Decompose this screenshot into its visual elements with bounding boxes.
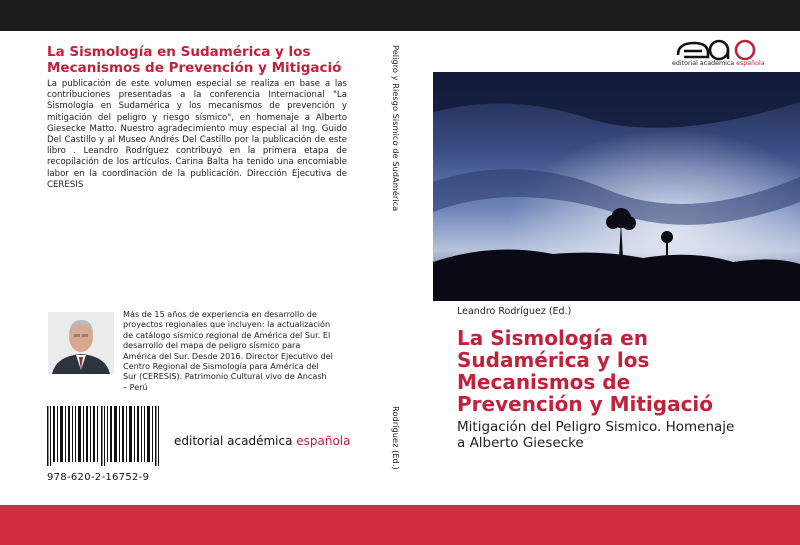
barcode-block	[47, 406, 159, 496]
front-cover	[410, 31, 800, 505]
back-cover-blurb: La publicación de este volumen especial se realiza en base a las contribuciones presentadas a la conferencia Internacional "La Sismología en Sudamérica y los mecanismos de prevención y mitigación del peligro y riesgo sísmico", en homenaje a Alberto Giesecke Matto. Nuestro agradecimiento muy especial al Ing. Guido Del Castillo y al Museo Andrés Del Castillo por la publicación de este libro . Leandro Rodríguez contribuyó en la primera etapa de recopilación de los artículos. Carina Balta ha tenido una encomiable labor en la coordinación de la publicación. Dirección Ejecutiva de CERESIS	[47, 79, 347, 190]
subtitle-line-2: a Alberto Giesecke	[457, 435, 584, 451]
front-cover-title	[457, 327, 777, 415]
front-title-line-2: Sudamérica y los	[457, 348, 650, 372]
publisher-name-accent: española	[296, 434, 351, 448]
back-title-line-1: La Sismología en Sudamérica y los	[47, 44, 311, 60]
back-cover	[0, 31, 370, 505]
top-band	[0, 0, 800, 31]
publisher-name-main: editorial académica	[174, 434, 297, 448]
author-bio: Más de 15 años de experiencia en desarrollo de proyectos regionales que incluyen: la actualización de catálogo sísmico regional de América del Sur. El desarrollo del mapa de peligro sísmico para América del Sur. Desde 2016. Director Ejecutivo del Centro Regional de Sismología para América del Sur (CERESIS). Patrimonio Cultural vivo de Ancash – Perú	[123, 309, 333, 392]
front-cover-subtitle	[457, 419, 777, 451]
author-portrait-image	[48, 312, 114, 374]
spine	[370, 31, 410, 505]
subtitle-line-1: Mitigación del Peligro Sismico. Homenaje	[457, 419, 735, 435]
bottom-band	[0, 505, 800, 545]
back-cover-title	[47, 44, 347, 76]
spine-title: Peligro y Riesgo Sismico de SudAmérica	[391, 45, 401, 212]
spine-author: Rodríguez (Ed.)	[391, 406, 401, 470]
publisher-logo-icon	[674, 37, 758, 73]
logo-caption	[672, 60, 765, 67]
isbn-number: 978-620-2-16752-9	[47, 472, 150, 483]
logo-caption-main: editorial académica	[672, 60, 737, 67]
barcode-image	[47, 406, 159, 466]
logo-caption-accent: española	[736, 60, 765, 67]
front-title-line-4: Prevención y Mitigació	[457, 392, 714, 416]
cover-sky-photo	[433, 72, 800, 301]
front-title-line-3: Mecanismos de	[457, 370, 631, 394]
back-publisher-name	[174, 434, 351, 448]
author-photo	[48, 312, 114, 374]
front-title-line-1: La Sismología en	[457, 326, 648, 350]
front-author: Leandro Rodríguez (Ed.)	[457, 306, 572, 317]
back-title-line-2: Mecanismos de Prevención y Mitigació	[47, 60, 342, 76]
